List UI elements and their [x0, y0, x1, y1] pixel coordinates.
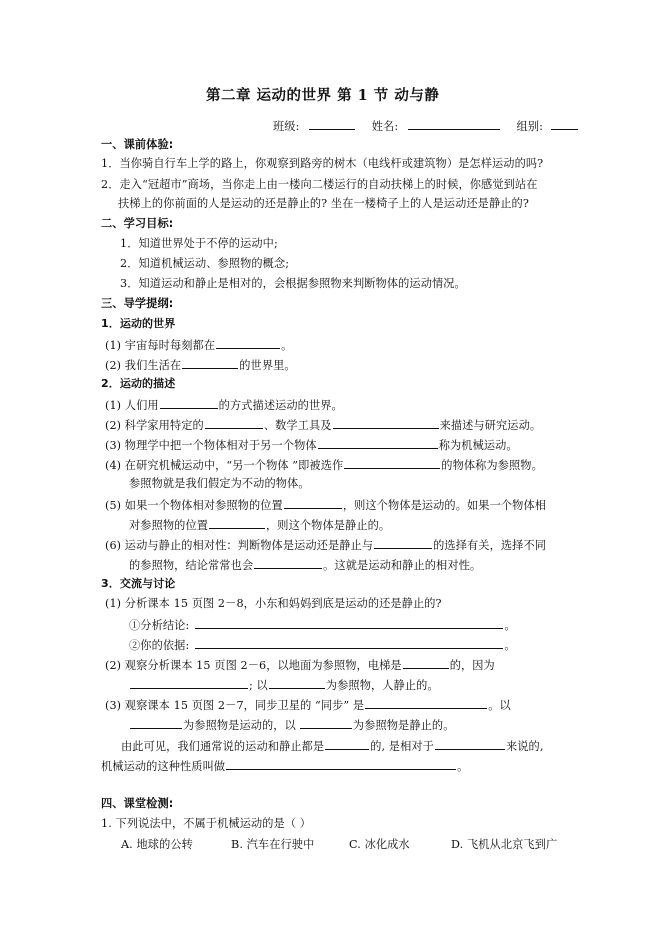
- blank-a2[interactable]: [182, 357, 238, 369]
- item-b6: (6) 运动与静止的相对性：判断物体是运动还是静止与 的选择有关，选择不同: [105, 539, 547, 552]
- item-b4: (4) 在研究机械运动中，“另一个物体 ”即被选作 的物体称为参照物。: [105, 459, 543, 472]
- item-c2: (2) 观察分析课本 15 页图 2－6，以地面为参照物，电梯是 的，因为: [105, 659, 495, 672]
- blank-c2b[interactable]: [130, 677, 248, 689]
- goal-3: 3．知道运动和静止是相对的，会根据参照物来判断物体的运动情况。: [120, 277, 466, 290]
- blank-a1[interactable]: [216, 337, 280, 349]
- section-3-heading: 三、导学提纲:: [101, 297, 174, 310]
- option-d[interactable]: D. 飞机从北京飞到广: [451, 838, 558, 851]
- pre-question-1: 1．当你骑自行车上学的路上，你观察到路旁的树木（电线杆或建筑物）是怎样运动的吗?: [101, 157, 544, 170]
- conclusion-line1: 由此可见，我们通常说的运动和静止都是 的, 是相对于 来说的,: [121, 740, 544, 753]
- blank-c4a[interactable]: [325, 738, 369, 750]
- class-blank[interactable]: [309, 118, 355, 130]
- pre-question-2b: 扶梯上的你前面的人是运动的还是静止的? 坐在一楼椅子上的人是运动还是静止的?: [118, 197, 529, 210]
- item-a2: (2) 我们生活在 的世界里。: [105, 359, 296, 372]
- blank-c5[interactable]: [226, 758, 456, 770]
- blank-c1b[interactable]: [195, 637, 503, 649]
- option-c[interactable]: C. 冰化成水: [349, 838, 410, 851]
- blank-b5a[interactable]: [284, 497, 342, 509]
- blank-c3c[interactable]: [300, 717, 352, 729]
- item-b3: (3) 物理学中把一个物体相对于另一个物体 称为机械运动。: [105, 439, 518, 452]
- item-b6-line2: 的参照物，结论常常也会 。这就是运动和静止的相对性。: [129, 559, 482, 572]
- blank-b3[interactable]: [318, 437, 438, 449]
- section-2-heading: 二、学习目标:: [101, 217, 174, 230]
- subsection-3-heading: 3．交流与讨论: [101, 577, 176, 590]
- item-c1a: ①分析结论: 。: [129, 619, 516, 632]
- section-4-heading: 四、课堂检测:: [101, 797, 174, 810]
- group-blank[interactable]: [551, 118, 578, 130]
- item-b5-line2: 对参照物的位置 ，则这个物体是静止的。: [129, 519, 391, 532]
- option-a[interactable]: A. 地球的公转: [121, 838, 193, 851]
- item-c3-line2: 为参照物是运动的，以 为参照物是静止的。: [129, 717, 454, 733]
- blank-c2a[interactable]: [403, 657, 449, 669]
- subsection-2-heading: 2．运动的描述: [101, 377, 176, 390]
- item-b5: (5) 如果一个物体相对参照物的位置 ，则这个物体是运动的。如果一个物体相: [105, 499, 547, 512]
- group-label: 组别:: [516, 120, 543, 133]
- item-c2-line2: ; 以 为参照物，人静止的。: [129, 677, 439, 693]
- test-options: [121, 838, 557, 852]
- item-a1: (1) 宇宙每时每刻都在 。: [105, 339, 293, 352]
- section-1-heading: 一、课前体验:: [101, 138, 174, 151]
- item-b2: (2) 科学家用特定的 、数学工具及 来描述与研究运动。: [105, 419, 542, 432]
- blank-c3a[interactable]: [365, 697, 487, 709]
- name-label: 姓名:: [371, 120, 399, 133]
- blank-b5b[interactable]: [209, 517, 265, 529]
- class-label: 班级:: [273, 120, 300, 133]
- conclusion-line2: 机械运动的这种性质叫做 。: [101, 760, 469, 773]
- blank-b2a[interactable]: [205, 417, 263, 429]
- blank-c4b[interactable]: [435, 738, 505, 750]
- blank-b6b[interactable]: [254, 557, 322, 569]
- pre-question-2a: 2．走入“冠超市”商场，当你走上由一楼向二楼运行的自动扶梯上的时候，你感觉到站在: [101, 178, 538, 191]
- item-b1: (1) 人们用 的方式描述运动的世界。: [105, 399, 343, 412]
- item-c3: (3) 观察课本 15 页图 2－7，同步卫星的 “同步” 是 。以: [105, 699, 511, 712]
- page-title: 第二章 运动的世界 第 1 节 动与静: [206, 87, 440, 104]
- blank-b1[interactable]: [160, 397, 218, 409]
- blank-b2b[interactable]: [333, 417, 439, 429]
- blank-c2c[interactable]: [269, 677, 325, 689]
- subsection-1-heading: 1．运动的世界: [101, 317, 176, 330]
- blank-b4[interactable]: [344, 457, 440, 469]
- test-question-1: 1. 下列说法中，不属于机械运动的是（ ）: [101, 817, 312, 830]
- item-c1b: ②你的依据: 。: [129, 639, 516, 652]
- goal-2: 2．知道机械运动、参照物的概念;: [120, 257, 290, 270]
- option-b[interactable]: B. 汽车在行驶中: [231, 838, 315, 851]
- blank-b6a[interactable]: [374, 537, 432, 549]
- blank-c1a[interactable]: [195, 617, 503, 629]
- goal-1: 1．知道世界处于不停的运动中;: [120, 237, 278, 250]
- item-c1: (1) 分析课本 15 页图 2－8，小东和妈妈到底是运动的还是静止的?: [105, 597, 442, 610]
- name-blank[interactable]: [408, 118, 500, 130]
- item-b4-line2: 参照物就是我们假定为不动的物体。: [129, 477, 310, 490]
- header-fields: [273, 118, 579, 134]
- blank-c3b[interactable]: [130, 717, 182, 729]
